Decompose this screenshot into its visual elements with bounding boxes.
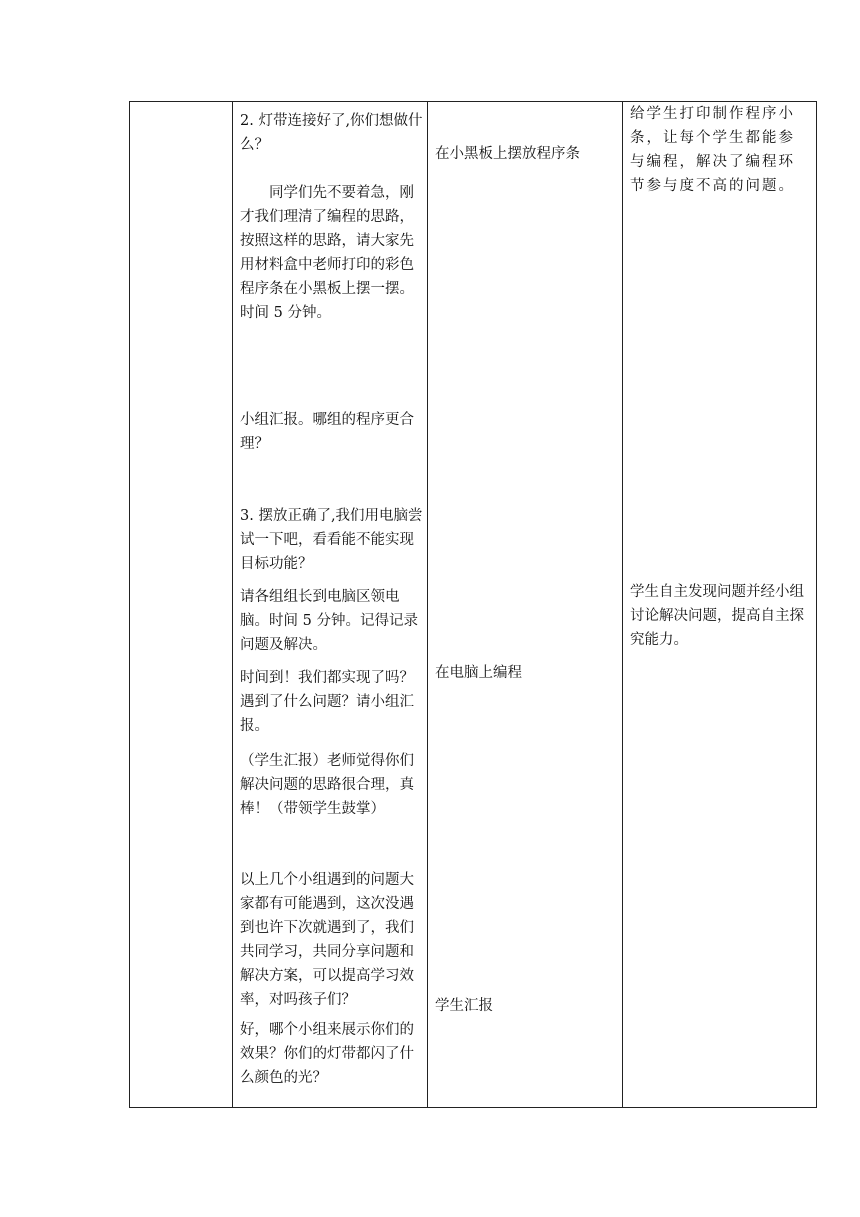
student-activity-program: 在电脑上编程: [435, 665, 522, 681]
teacher-group-report: 小组汇报。哪组的程序更合理？: [240, 412, 414, 452]
column-divider: [622, 102, 623, 1107]
table-cell-stage: [130, 102, 232, 1107]
teacher-show-effect: 好，哪个小组来展示你们的效果？你们的灯带都闪了什么颜色的光？: [240, 1022, 414, 1086]
student-activity-report: 学生汇报: [435, 998, 493, 1014]
teacher-instruction-arrange: 同学们先不要着急，刚才我们理清了编程的思路，按照这样的思路，请大家先用材料盒中老师打印的彩色程序条在小黑板上摆一摆。时间 5 分钟。: [240, 185, 414, 321]
teacher-step-2: 2. 灯带连接好了,你们想做什么？: [240, 113, 423, 153]
intent-self-discovery: 学生自主发现问题并经小组讨论解决问题，提高自主探究能力。: [630, 584, 804, 648]
lesson-plan-table: [129, 101, 817, 1108]
teacher-step-3: 3. 摆放正确了,我们用电脑尝试一下吧，看看能不能实现目标功能？: [240, 508, 423, 572]
column-divider: [232, 102, 233, 1107]
column-divider: [427, 102, 428, 1107]
teacher-instruction-computer: 请各组组长到电脑区领电脑。时间 5 分钟。记得记录问题及解决。: [240, 589, 418, 653]
teacher-time-up: 时间到！我们都实现了吗？遇到了什么问题？请小组汇报。: [240, 670, 414, 734]
teacher-summary: 以上几个小组遇到的问题大家都有可能遇到，这次没遇到也许下次就遇到了，我们共同学习，共同分享问题和解决方案，可以提高学习效率，对吗孩子们？: [240, 872, 414, 1008]
student-activity-arrange: 在小黑板上摆放程序条: [435, 146, 580, 162]
teacher-praise: （学生汇报）老师觉得你们解决问题的思路很合理，真棒！（带领学生鼓掌）: [240, 753, 414, 817]
intent-print-strips: 给学生打印制作程序小条，让每个学生都能参与编程，解决了编程环节参与度不高的问题。: [630, 106, 795, 194]
